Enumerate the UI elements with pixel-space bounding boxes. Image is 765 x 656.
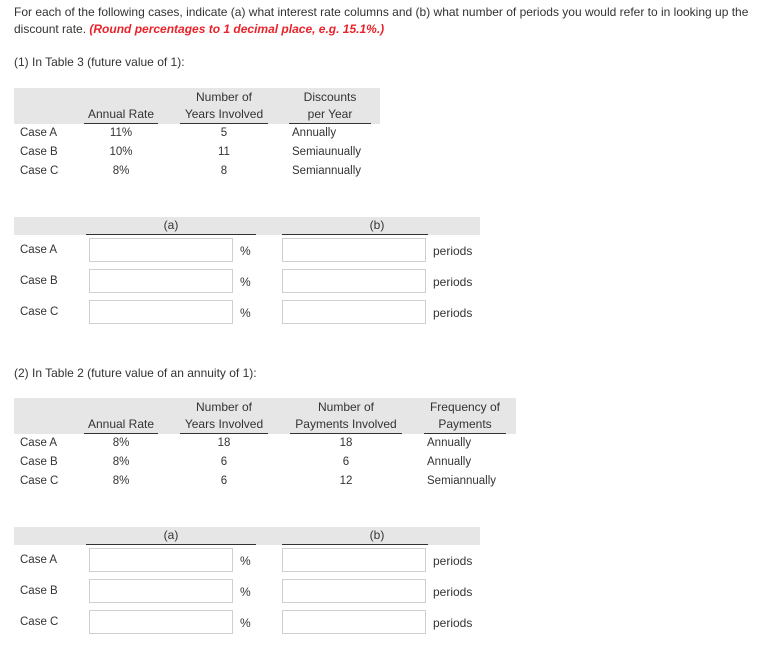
part2-header-rate: Annual Rate xyxy=(84,416,158,434)
part1-answer-a-case: Case A xyxy=(20,244,58,256)
part2-row-a-years: 18 xyxy=(217,437,231,449)
part1-answer-c-case: Case C xyxy=(20,306,59,318)
part2-case-b-rate-input[interactable] xyxy=(89,579,233,603)
part1-case-a-periods-input[interactable] xyxy=(282,238,426,262)
part1-header-discounts-line1: Discounts xyxy=(303,90,357,104)
part1-case-b-periods-input[interactable] xyxy=(282,269,426,293)
part2-case-b-percent: % xyxy=(240,585,251,599)
part1-case-c-rate-input[interactable] xyxy=(89,300,233,324)
part1-col-b-label: (b) xyxy=(369,218,385,232)
part2-header-years-line1: Number of xyxy=(195,400,253,414)
part2-row-b-rate: 8% xyxy=(112,456,130,468)
part2-col-a-label: (a) xyxy=(163,528,179,542)
part1-case-c-periods-label: periods xyxy=(433,306,473,320)
part2-row-b-case: Case B xyxy=(20,456,58,468)
part2-case-a-rate-input[interactable] xyxy=(89,548,233,572)
part2-col-b-underline xyxy=(282,544,428,545)
part2-row-b-frequency: Annually xyxy=(427,456,472,468)
part2-col-b-label: (b) xyxy=(369,528,385,542)
part2-case-a-periods-label: periods xyxy=(433,554,473,568)
part2-answer-a-case: Case A xyxy=(20,554,58,566)
part1-row-a-rate: 11% xyxy=(109,127,133,139)
part2-header-payments-line2: Payments Involved xyxy=(290,416,402,434)
part2-case-c-rate-input[interactable] xyxy=(89,610,233,634)
part1-header-years-line2: Years Involved xyxy=(180,106,268,124)
part2-row-c-case: Case C xyxy=(20,475,59,487)
part2-row-c-frequency: Semiannually xyxy=(427,475,497,487)
part2-case-b-periods-label: periods xyxy=(433,585,473,599)
part2-col-a-underline xyxy=(86,544,256,545)
part1-row-b-case: Case B xyxy=(20,146,58,158)
part1-case-c-percent: % xyxy=(240,306,251,320)
part1-row-c-discounts: Semiannually xyxy=(292,165,362,177)
part1-answer-b-case: Case B xyxy=(20,275,58,287)
part2-case-c-periods-label: periods xyxy=(433,616,473,630)
part1-case-b-percent: % xyxy=(240,275,251,289)
part1-header-discounts-line2: per Year xyxy=(289,106,371,124)
part1-header-years-line1: Number of xyxy=(195,90,253,104)
part2-case-a-percent: % xyxy=(240,554,251,568)
part1-row-a-years: 5 xyxy=(220,127,228,139)
part2-case-c-percent: % xyxy=(240,616,251,630)
part1-row-a-discounts: Annually xyxy=(292,127,337,139)
part2-row-c-rate: 8% xyxy=(112,475,130,487)
part2-case-c-periods-input[interactable] xyxy=(282,610,426,634)
instructions-text: For each of the following cases, indicate (a) what interest rate columns and (b) what number of periods you would refer to in looking up the discount rate. xyxy=(14,5,749,36)
part2-case-a-periods-input[interactable] xyxy=(282,548,426,572)
part2-header-frequency-line2: Payments xyxy=(424,416,506,434)
rounding-note: (Round percentages to 1 decimal place, e.g. 15.1%.) xyxy=(89,22,385,36)
part1-row-b-years: 11 xyxy=(218,146,230,158)
part2-row-c-payments: 12 xyxy=(339,475,353,487)
part1-col-b-underline xyxy=(282,234,428,235)
part1-case-a-periods-label: periods xyxy=(433,244,473,258)
part2-row-a-rate: 8% xyxy=(112,437,130,449)
part2-row-a-case: Case A xyxy=(20,437,58,449)
part2-row-a-payments: 18 xyxy=(339,437,353,449)
part1-row-c-rate: 8% xyxy=(112,165,130,177)
instructions xyxy=(14,4,754,38)
part2-row-a-frequency: Annually xyxy=(427,437,472,449)
part1-row-b-rate: 10% xyxy=(109,146,133,158)
part2-answer-b-case: Case B xyxy=(20,585,58,597)
part1-col-a-label: (a) xyxy=(163,218,179,232)
part1-row-b-discounts: Semiaunually xyxy=(292,146,362,158)
part1-case-a-percent: % xyxy=(240,244,251,258)
part1-col-a-underline xyxy=(86,234,256,235)
part1-row-c-years: 8 xyxy=(220,165,228,177)
part2-header-years-line2: Years Involved xyxy=(180,416,268,434)
part1-row-c-case: Case C xyxy=(20,165,59,177)
part2-header-frequency-line1: Frequency of xyxy=(429,400,501,414)
part1-header-rate: Annual Rate xyxy=(84,106,158,124)
part2-row-b-payments: 6 xyxy=(342,456,350,468)
part1-title: (1) In Table 3 (future value of 1): xyxy=(14,55,185,69)
part1-case-b-rate-input[interactable] xyxy=(89,269,233,293)
part1-row-a-case: Case A xyxy=(20,127,58,139)
part2-header-payments-line1: Number of xyxy=(317,400,375,414)
part2-title: (2) In Table 2 (future value of an annuity of 1): xyxy=(14,366,257,380)
part1-case-a-rate-input[interactable] xyxy=(89,238,233,262)
part2-row-c-years: 6 xyxy=(220,475,228,487)
part2-row-b-years: 6 xyxy=(220,456,228,468)
part2-case-b-periods-input[interactable] xyxy=(282,579,426,603)
part2-answer-c-case: Case C xyxy=(20,616,59,628)
part1-case-b-periods-label: periods xyxy=(433,275,473,289)
part1-case-c-periods-input[interactable] xyxy=(282,300,426,324)
